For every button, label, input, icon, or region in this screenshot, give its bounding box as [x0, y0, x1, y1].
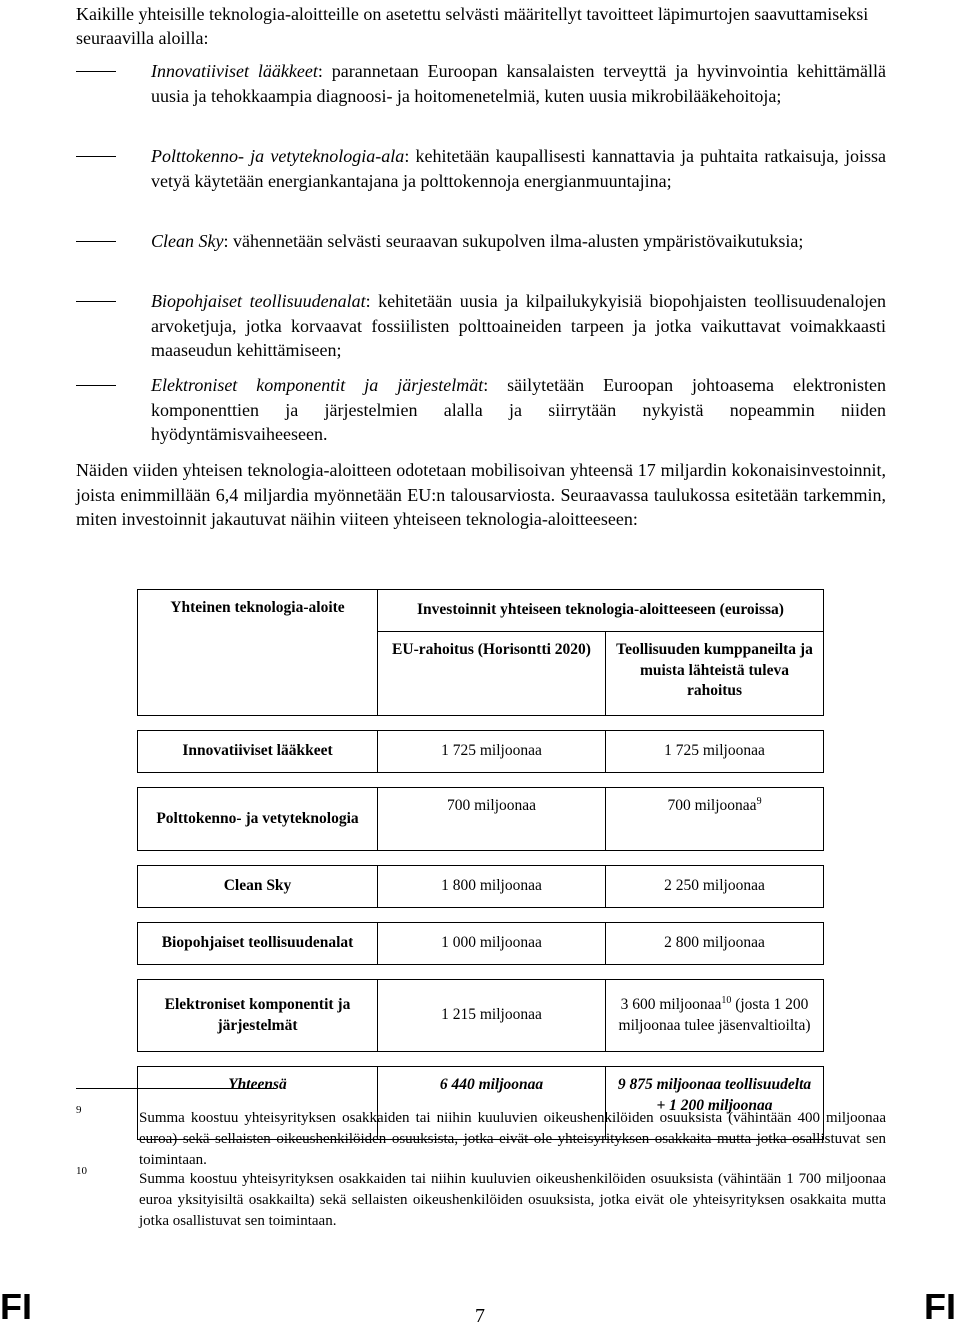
bullet-text: : kehitetään kaupallisesti kannattavia ja puhtaita ratkaisuja, joissa vetyä käytetään energiankantajana ja polttokennoja energianmuuntajina;	[151, 146, 886, 191]
footnote-10	[76, 1165, 886, 1232]
industry-funding-value: 700 miljoonaa$^9$	[606, 788, 824, 851]
footer-language-left: FI	[0, 1286, 32, 1327]
bullet-item-clean-sky	[76, 229, 886, 254]
footnote-text: Summa koostuu yhteisyrityksen osakkaiden tai niihin kuuluvien oikeushenkilöiden osuuksista (vähintään 1 700 miljoonaa euroa yksityisiltä osakkailta) sekä sellaisten oikeushenkilöiden osuuksista, jotka eivät ole yhteisyrityksen osakkaita mutta jotka osallistuvat sen toimintaan.	[139, 1171, 886, 1229]
table-row	[138, 731, 824, 773]
bullet-term: Polttokenno- ja vetyteknologia-ala	[151, 146, 405, 166]
bullet-item-innovative-medicines	[76, 59, 886, 108]
bullet-text: : parannetaan Euroopan kansalaisten terveyttä ja hyvinvointia kehittämällä uusia ja tehokkaampia diagnoosi- ja hoitomenetelmiä, kuten uusia mikrobilääkehoitoja;	[151, 61, 886, 106]
summary-paragraph: Näiden viiden yhteisen teknologia-aloitteen odotetaan mobilisoivan yhteensä 17 miljardin kokonaisinvestoinnit, joista enimmillään 6,4 miljardia myönnetään EU:n talousarviosta. Seuraavassa taulukossa esitetään tarkemmin, miten investoinnit jakautuvat näihin viiteen yhteiseen teknologia-aloitteeseen:	[76, 460, 886, 529]
column-header-initiative: Yhteinen teknologia-aloite	[138, 590, 378, 716]
column-header-investments: Investoinnit yhteiseen teknologia-aloitteeseen (euroissa)	[378, 590, 824, 632]
bullet-item-electronics	[76, 373, 886, 447]
bullet-text: : säilytetään Euroopan johtoasema elektronisten komponenttien ja järjestelmien alalla ja siirrytään nykyistä nopeammin niiden hyödyntämisvaiheeseen.	[151, 375, 886, 444]
footer-language-right: FI	[924, 1286, 956, 1327]
initiative-name: Elektroniset komponentit ja järjestelmät	[138, 980, 378, 1052]
bullet-dash	[76, 373, 116, 398]
bullet-text: : vähennetään selvästi seuraavan sukupolven ilma-alusten ympäristövaikutuksia;	[223, 231, 804, 251]
total-label: Yhteensä	[138, 1067, 378, 1140]
footnote-9	[76, 1104, 886, 1171]
footnote-ref-9: 9	[756, 795, 762, 807]
industry-funding-value: 2 800 miljoonaa	[606, 923, 824, 965]
industry-funding-value: 3 600 miljoonaa$^{10}$ (josta 1 200 miljoonaa tulee jäsenvaltioilta)	[606, 980, 824, 1052]
initiative-name: Clean Sky	[138, 866, 378, 908]
bullet-term: Elektroniset komponentit ja järjestelmät	[151, 375, 484, 395]
eu-funding-value: 1 000 miljoonaa	[378, 923, 606, 965]
initiative-name: Innovatiiviset lääkkeet	[138, 731, 378, 773]
table-header-row	[138, 590, 824, 632]
intro-paragraph: Kaikille yhteisille teknologia-aloitteille on asetettu selvästi määritellyt tavoitteet läpimurtojen saavuttamiseksi seuraavilla aloilla:	[76, 4, 869, 48]
bullet-text: : kehitetään uusia ja kilpailukykyisiä biopohjaisten teollisuudenalojen arvoketjuja, jotka korvaavat fossiilisten polttoaineiden tarpeen ja jotka vaikuttavat voimakkaasti maaseudun kehittämiseen;	[151, 291, 887, 360]
total-industry-value: 9 875 miljoonaa teollisuudelta + 1 200 miljoonaa	[606, 1067, 824, 1140]
table-row	[138, 788, 824, 851]
bullet-term: Clean Sky	[151, 231, 224, 251]
industry-funding-value: 2 250 miljoonaa	[606, 866, 824, 908]
bullet-term: Biopohjaiset teollisuudenalat	[151, 291, 366, 311]
footnote-text: Summa koostuu yhteisyrityksen osakkaiden tai niihin kuuluvien oikeushenkilöiden osuuksista (vähintään 400 miljoonaa euroa) sekä sellaisten oikeushenkilöiden osuuksista, jotka eivät ole yhteisyrityksen osakkaita mutta jotka osallistuvat sen toimintaan.	[139, 1110, 886, 1168]
footnote-number: 10	[76, 1165, 87, 1177]
footnote-number: 9	[76, 1104, 82, 1116]
bullet-item-fuel-cells	[76, 144, 886, 193]
initiative-name: Biopohjaiset teollisuudenalat	[138, 923, 378, 965]
initiative-name: Polttokenno- ja vetyteknologia	[138, 788, 378, 851]
industry-funding-value: 1 725 miljoonaa	[606, 731, 824, 773]
table-row	[138, 923, 824, 965]
bullet-item-bio-industries	[76, 289, 886, 363]
footnote-divider	[76, 1088, 276, 1089]
eu-funding-value: 700 miljoonaa	[378, 788, 606, 851]
bullet-dash	[76, 59, 116, 84]
bullet-dash	[76, 289, 116, 314]
footnote-ref-10: 10	[721, 994, 732, 1006]
column-header-eu-funding: EU-rahoitus (Horisontti 2020)	[378, 632, 606, 716]
bullet-dash	[76, 144, 116, 169]
bullet-term: Innovatiiviset lääkkeet	[151, 61, 318, 81]
bullet-dash	[76, 229, 116, 254]
table-row	[138, 980, 824, 1052]
eu-funding-value: 1 215 miljoonaa	[378, 980, 606, 1052]
eu-funding-value: 1 725 miljoonaa	[378, 731, 606, 773]
table-row	[138, 866, 824, 908]
column-header-industry-funding: Teollisuuden kumppaneilta ja muista lähteistä tuleva rahoitus	[606, 632, 824, 716]
total-eu-value: 6 440 miljoonaa	[378, 1067, 606, 1140]
investment-table	[137, 589, 824, 1140]
page-number: 7	[475, 1305, 485, 1327]
eu-funding-value: 1 800 miljoonaa	[378, 866, 606, 908]
